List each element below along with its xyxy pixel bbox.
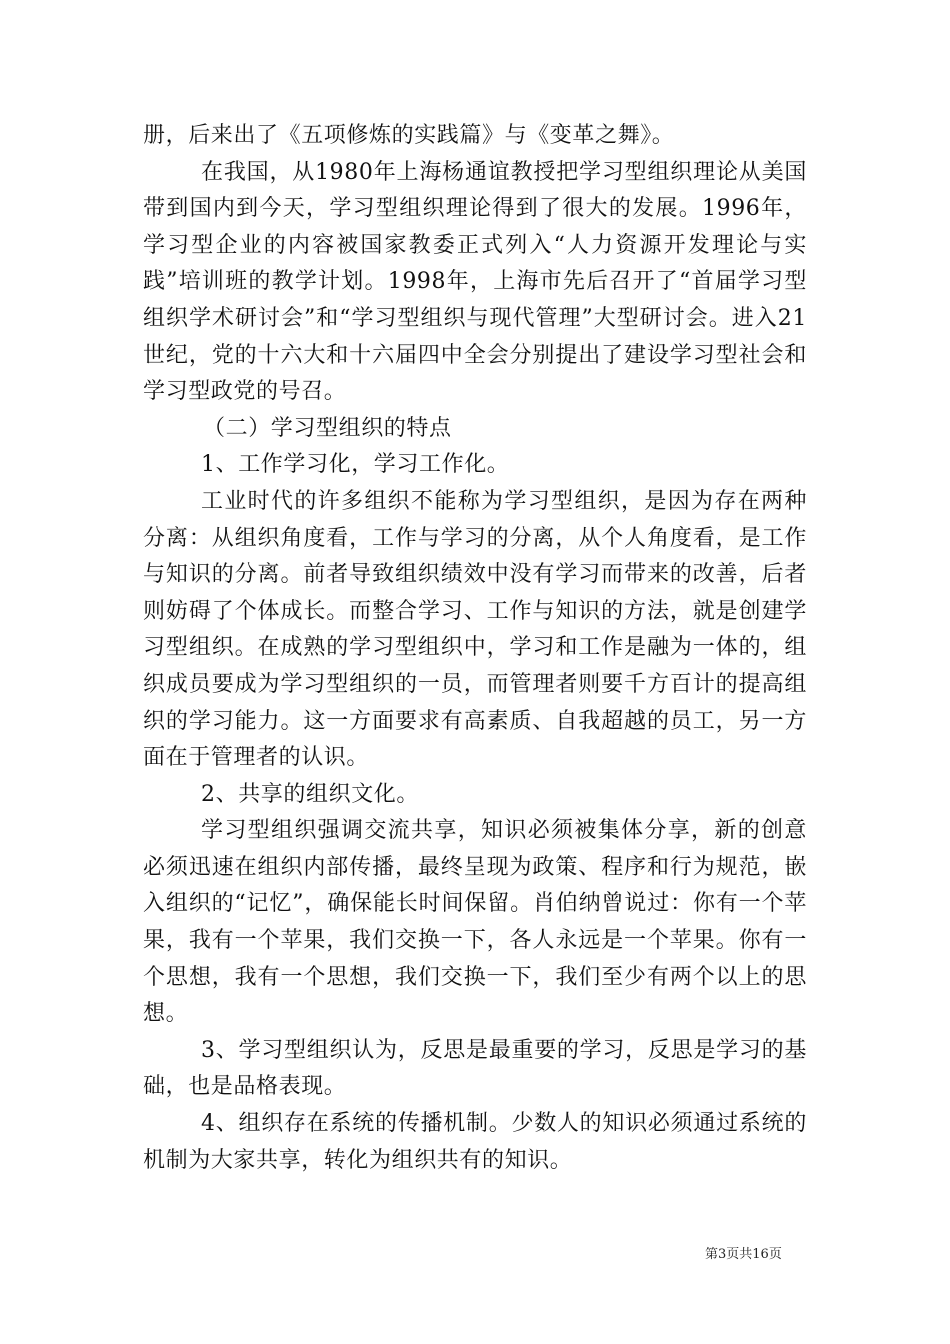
paragraph-china-history: 在我国，从1980年上海杨通谊教授把学习型组织理论从美国带到国内到今天，学习型组织理论得到了很大的发展。1996年，学习型企业的内容被国家教委正式列入“人力资源开发理论与实践”培训班的教学计划。1998年，上海市先后召开了“首届学习型组织学术研讨会”和“学习型组织与现代管理”大型研讨会。进入21世纪，党的十六大和十六届四中全会分别提出了建设学习型社会和学习型政党的号召。 xyxy=(143,159,807,405)
paragraph-point-3: 3、学习型组织认为，反思是最重要的学习，反思是学习的基础，也是品格表现。 xyxy=(143,1037,807,1100)
point-2-heading: 2、共享的组织文化。 xyxy=(201,781,419,807)
paragraph-point-4: 4、组织存在系统的传播机制。少数人的知识必须通过系统的机制为大家共享，转化为组织共有的知识。 xyxy=(143,1111,807,1173)
paragraph-continuation: 册，后来出了《五项修炼的实践篇》与《变革之舞》。 xyxy=(143,123,675,148)
paragraph-point-2: 学习型组织强调交流共享，知识必须被集体分享，新的创意必须迅速在组织内部传播，最终呈现为政策、程序和行为规范，嵌入组织的“记忆”，确保能长时间保留。肖伯纳曾说过：你有一个苹果，我有一个苹果，我们交换一下，各人永远是一个苹果。你有一个思想，我有一个思想，我们交换一下，我们至少有两个以上的思想。 xyxy=(143,818,807,1027)
document-body xyxy=(143,118,807,1179)
page-number-footer: 第3页共16页 xyxy=(705,1247,782,1262)
paragraph-point-1: 工业时代的许多组织不能称为学习型组织，是因为存在两种分离：从组织角度看，工作与学习的分离，从个人角度看，是工作与知识的分离。前者导致组织绩效中没有学习而带来的改善，后者则妨碍了个体成长。而整合学习、工作与知识的方法，就是创建学习型组织。在成熟的学习型组织中，学习和工作是融为一体的，组织成员要成为学习型组织的一员，而管理者则要千方百计的提高组织的学习能力。这一方面要求有高素质、自我超越的员工，另一方面在于管理者的认识。 xyxy=(143,488,807,771)
section-heading-characteristics: （二）学习型组织的特点 xyxy=(203,415,452,441)
point-1-heading: 1、工作学习化，学习工作化。 xyxy=(201,452,510,478)
